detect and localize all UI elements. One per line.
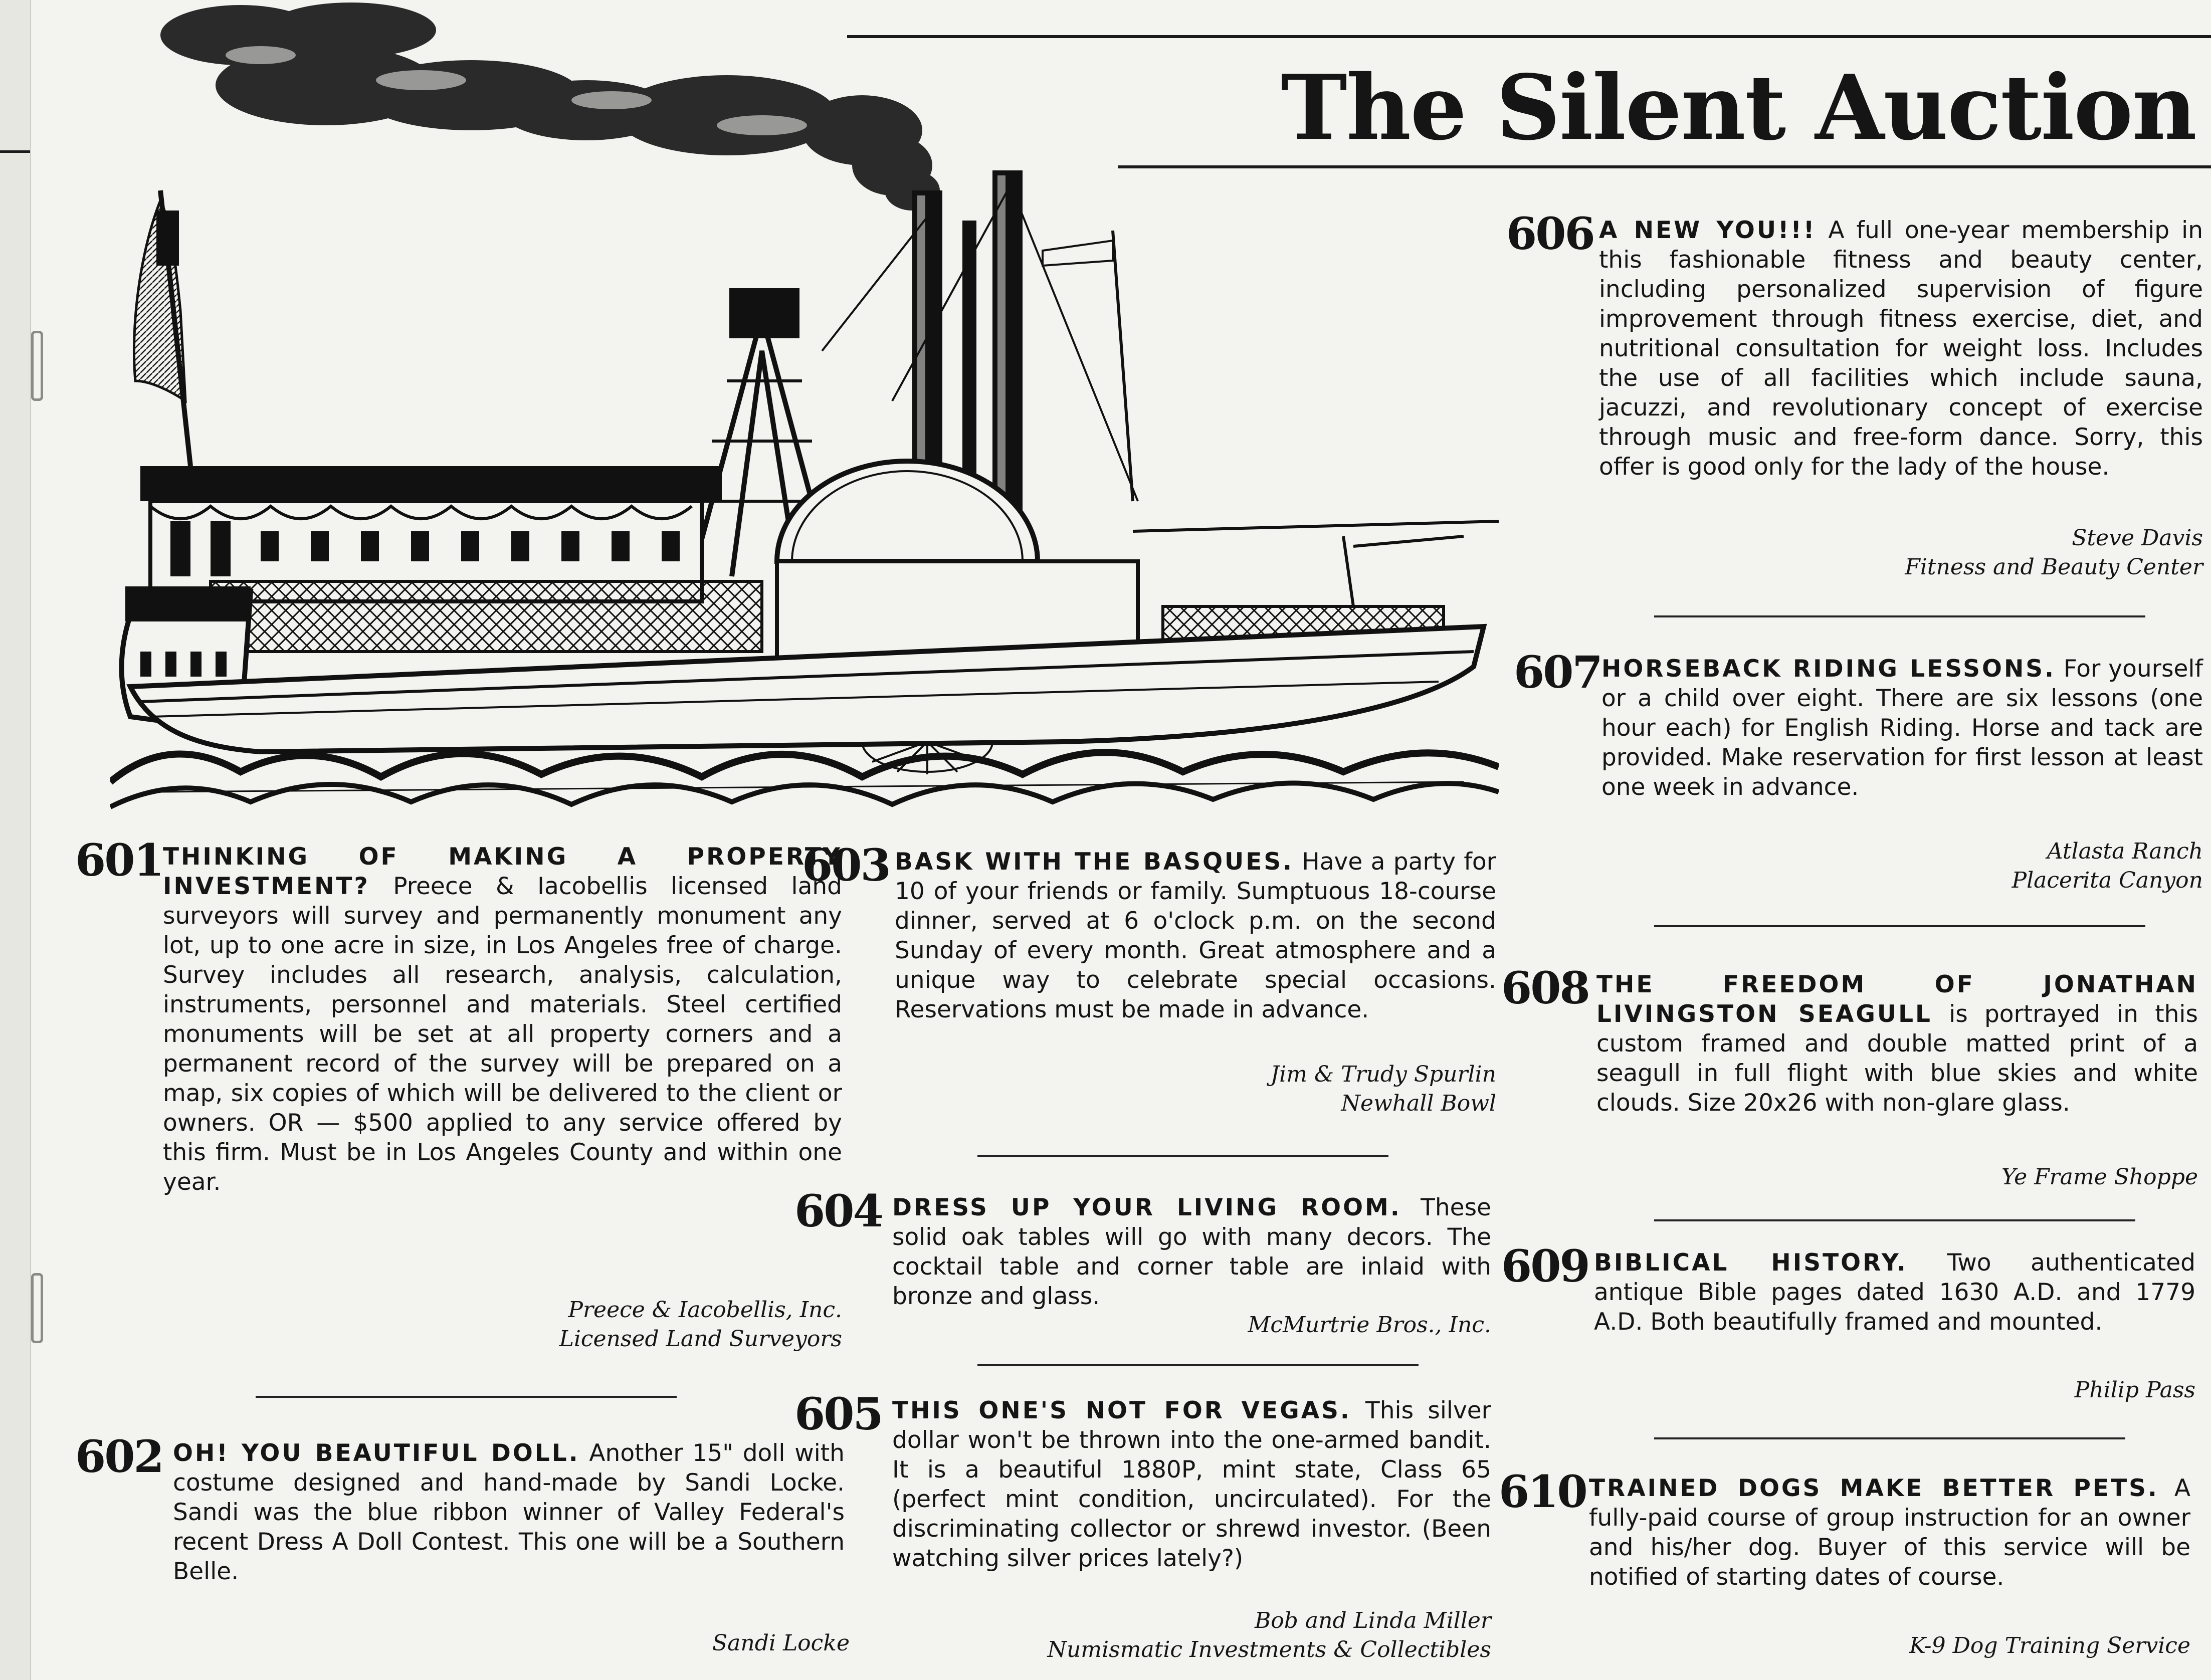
item-headline: OH! YOU BEAUTIFUL DOLL.	[173, 1439, 580, 1467]
page-title: The Silent Auction	[1281, 55, 2196, 160]
item-number: 607	[1514, 646, 1601, 698]
item-description: A full one-year membership in this fashionable fitness and beauty center, including personalized supervision of figure improvement through fitness exercise, diet, and nutritional consultation for weight loss. Includes the use of all facilities which include sauna, jacuzzi, and revolutionary concept of exercise through music and free-form dance. Sorry, this offer is good only for the lady of the house.	[1599, 217, 2203, 481]
item-headline: THIS ONE'S NOT FOR VEGAS.	[892, 1397, 1351, 1424]
item-divider	[1654, 1437, 2125, 1439]
item-donor: Bob and Linda Miller	[1254, 1608, 1491, 1633]
binding-margin	[0, 0, 31, 1680]
item-number: 608	[1501, 962, 1589, 1014]
item-donor: Preece & Iacobellis, Inc.	[568, 1297, 842, 1323]
smoke-plume	[160, 3, 940, 211]
item-divider	[977, 1155, 1388, 1157]
staple-top	[31, 331, 43, 401]
item-headline: TRAINED DOGS MAKE BETTER PETS.	[1589, 1475, 2159, 1502]
flag	[134, 190, 190, 466]
item-donor-affiliation: Placerita Canyon	[2012, 868, 2203, 893]
item-donor-affiliation: Licensed Land Surveyors	[559, 1326, 842, 1352]
item-number: 603	[802, 839, 890, 891]
item-donor: K-9 Dog Training Service	[1909, 1633, 2190, 1658]
steamboat-illustration	[110, 0, 1499, 812]
left-edge-rule	[0, 150, 30, 153]
item-description: Have a party for 10 of your friends or family. Sumptuous 18-course dinner, served at 6 o'clock p.m. on the second Sunday of every month. Great atmosphere and a unique way to celebrate special occasions. Reservations must be made in advance.	[895, 848, 1496, 1023]
item-description: A fully-paid course of group instruction for an owner and his/her dog. Buyer of this service will be notified of starting dates of course.	[1589, 1475, 2190, 1591]
item-description: Preece & Iacobellis licensed land surveyors will survey and permanently monument any lot, up to one acre in size, in Los Angeles free of charge. Survey includes all research, analysis, calculation, instruments, personnel and materials. Steel certified monuments will be set at all property corners and a permanent record of the survey will be prepared on a map, six copies of which will be delivered to the client or owners. OR — $500 applied to any service offered by this firm. Must be in Los Angeles County and within one year.	[163, 873, 842, 1196]
item-number: 610	[1499, 1465, 1586, 1518]
item-headline: BIBLICAL HISTORY.	[1594, 1249, 1908, 1277]
item-headline: THINKING OF MAKING A PROPERTY INVESTMENT?	[163, 843, 842, 900]
item-divider	[1654, 1219, 2135, 1221]
item-donor: Steve Davis	[2072, 525, 2203, 551]
staple-bottom	[31, 1273, 43, 1343]
item-divider	[1654, 615, 2145, 617]
waves	[110, 752, 1499, 807]
item-donor: Atlasta Ranch	[2047, 838, 2203, 864]
item-number: 606	[1506, 207, 1594, 260]
item-number: 604	[794, 1185, 882, 1237]
item-number: 601	[75, 834, 163, 886]
item-headline: HORSEBACK RIDING LESSONS.	[1601, 655, 2056, 683]
item-description: Another 15" doll with costume designed and hand-made by Sandi Locke. Sandi was the blue ribbon winner of Valley Federal's recent Dress A Doll Contest. This one will be a Southern Belle.	[173, 1439, 845, 1585]
item-donor: Jim & Trudy Spurlin	[1270, 1062, 1496, 1087]
paddle-box	[777, 461, 1138, 672]
item-donor: Ye Frame Shoppe	[2001, 1164, 2198, 1190]
item-donor: Sandi Locke	[712, 1630, 850, 1656]
item-donor: McMurtrie Bros., Inc.	[1248, 1312, 1491, 1338]
item-description: These solid oak tables will go with many decors. The cocktail table and corner table are inlaid with bronze and glass.	[892, 1194, 1491, 1310]
item-headline: A NEW YOU!!!	[1599, 217, 1817, 244]
item-divider	[1654, 925, 2145, 927]
item-headline: BASK WITH THE BASQUES.	[895, 848, 1294, 876]
item-headline: DRESS UP YOUR LIVING ROOM.	[892, 1194, 1401, 1221]
item-number: 609	[1501, 1240, 1589, 1292]
item-donor-affiliation: Numismatic Investments & Collectibles	[1047, 1637, 1491, 1662]
item-divider	[256, 1396, 677, 1398]
item-description: Two authenticated antique Bible pages dated 1630 A.D. and 1779 A.D. Both beautifully framed and mounted.	[1594, 1249, 2195, 1336]
item-headline: THE FREEDOM OF JONATHAN LIVINGSTON SEAGULL	[1596, 971, 2198, 1028]
item-description: For yourself or a child over eight. There are six lessons (one hour each) for English Riding. Horse and tack are provided. Make reservation for first lesson at least one week in advance.	[1601, 655, 2203, 801]
item-description: is portrayed in this custom framed and double matted print of a seagull in full flight with blue skies and white clouds. Size 20x26 with non-glare glass.	[1596, 1000, 2198, 1117]
item-number: 605	[794, 1388, 882, 1440]
item-divider	[977, 1364, 1419, 1366]
item-donor: Philip Pass	[2074, 1377, 2195, 1403]
item-number: 602	[75, 1430, 163, 1483]
item-donor-affiliation: Newhall Bowl	[1341, 1091, 1496, 1116]
item-donor-affiliation: Fitness and Beauty Center	[1905, 554, 2203, 580]
item-description: This silver dollar won't be thrown into the one-armed bandit. It is a beautiful 1880P, mint state, Class 65 (perfect mint condition, uncirculated). For the discriminating collector or shrewd investor. (Been watching silver prices lately?)	[892, 1397, 1491, 1572]
